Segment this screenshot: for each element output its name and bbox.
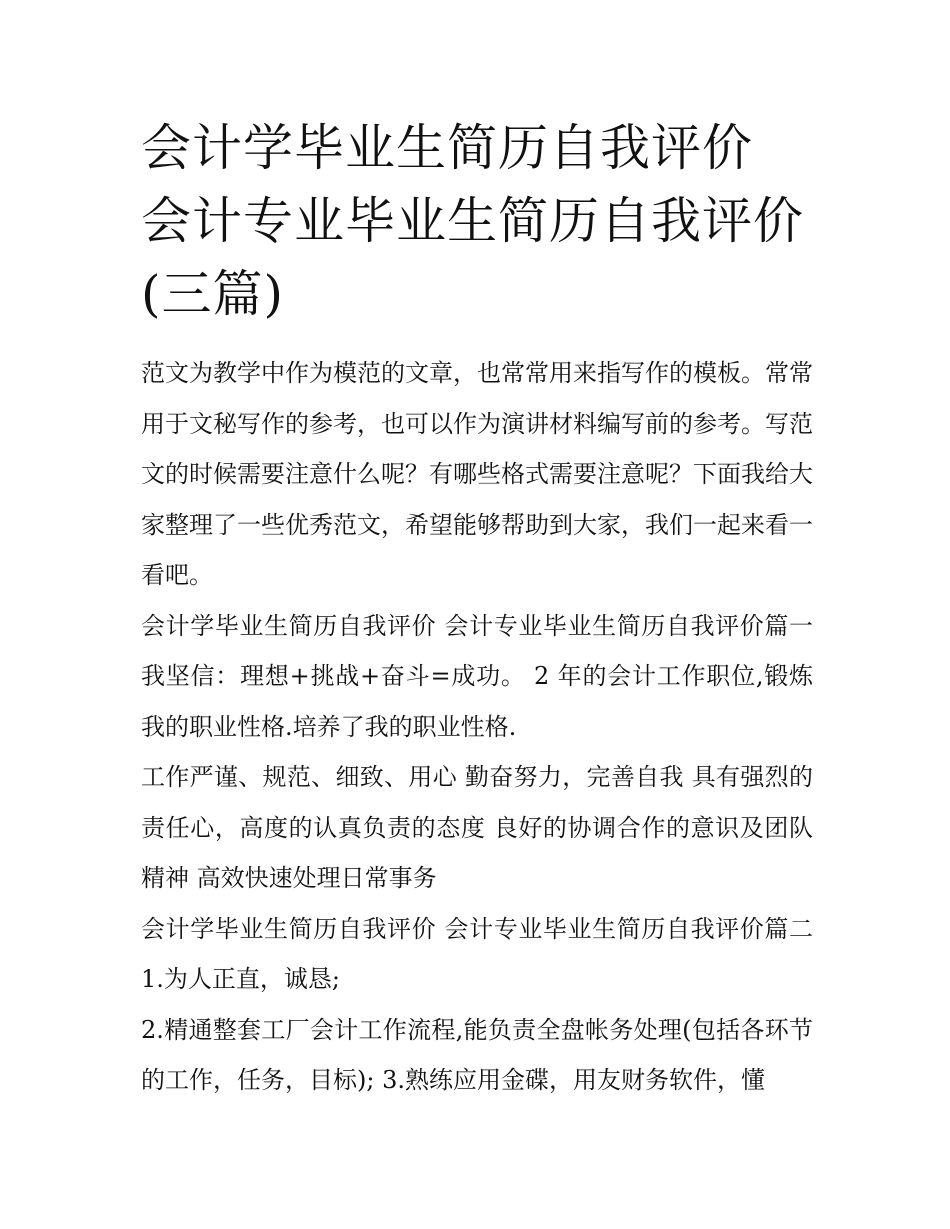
document-page	[141, 112, 813, 1106]
intro-paragraph: 范文为教学中作为模范的文章，也常常用来指写作的模板。常常用于文秘写作的参考，也可以作为演讲材料编写前的参考。写范文的时候需要注意什么呢？有哪些格式需要注意呢？下面我给大家整理了一些优秀范文，希望能够帮助到大家，我们一起来看一看吧。	[141, 359, 813, 589]
section-two-paragraph: 会计学毕业生简历自我评价 会计专业毕业生简历自我评价篇二 1.为人正直，诚恳;	[141, 914, 813, 993]
document-body	[141, 348, 813, 1106]
section-one-paragraph: 会计学毕业生简历自我评价 会计专业毕业生简历自我评价篇一 我坚信：理想+挑战+奋斗=成功。 2 年的会计工作职位,锻炼我的职业性格.培养了我的职业性格.	[141, 611, 813, 741]
skills-paragraph: 2.精通整套工厂会计工作流程,能负责全盘帐务处理(包括各环节的工作，任务，目标); 3.熟练应用金碟，用友财务软件，懂	[141, 1015, 813, 1094]
work-traits-paragraph: 工作严谨、规范、细致、用心 勤奋努力，完善自我 具有强烈的责任心，高度的认真负责的态度 良好的协调合作的意识及团队精神 高效快速处理日常事务	[141, 763, 813, 892]
document-title: 会计学毕业生简历自我评价 会计专业毕业生简历自我评价(三篇)	[141, 119, 804, 323]
